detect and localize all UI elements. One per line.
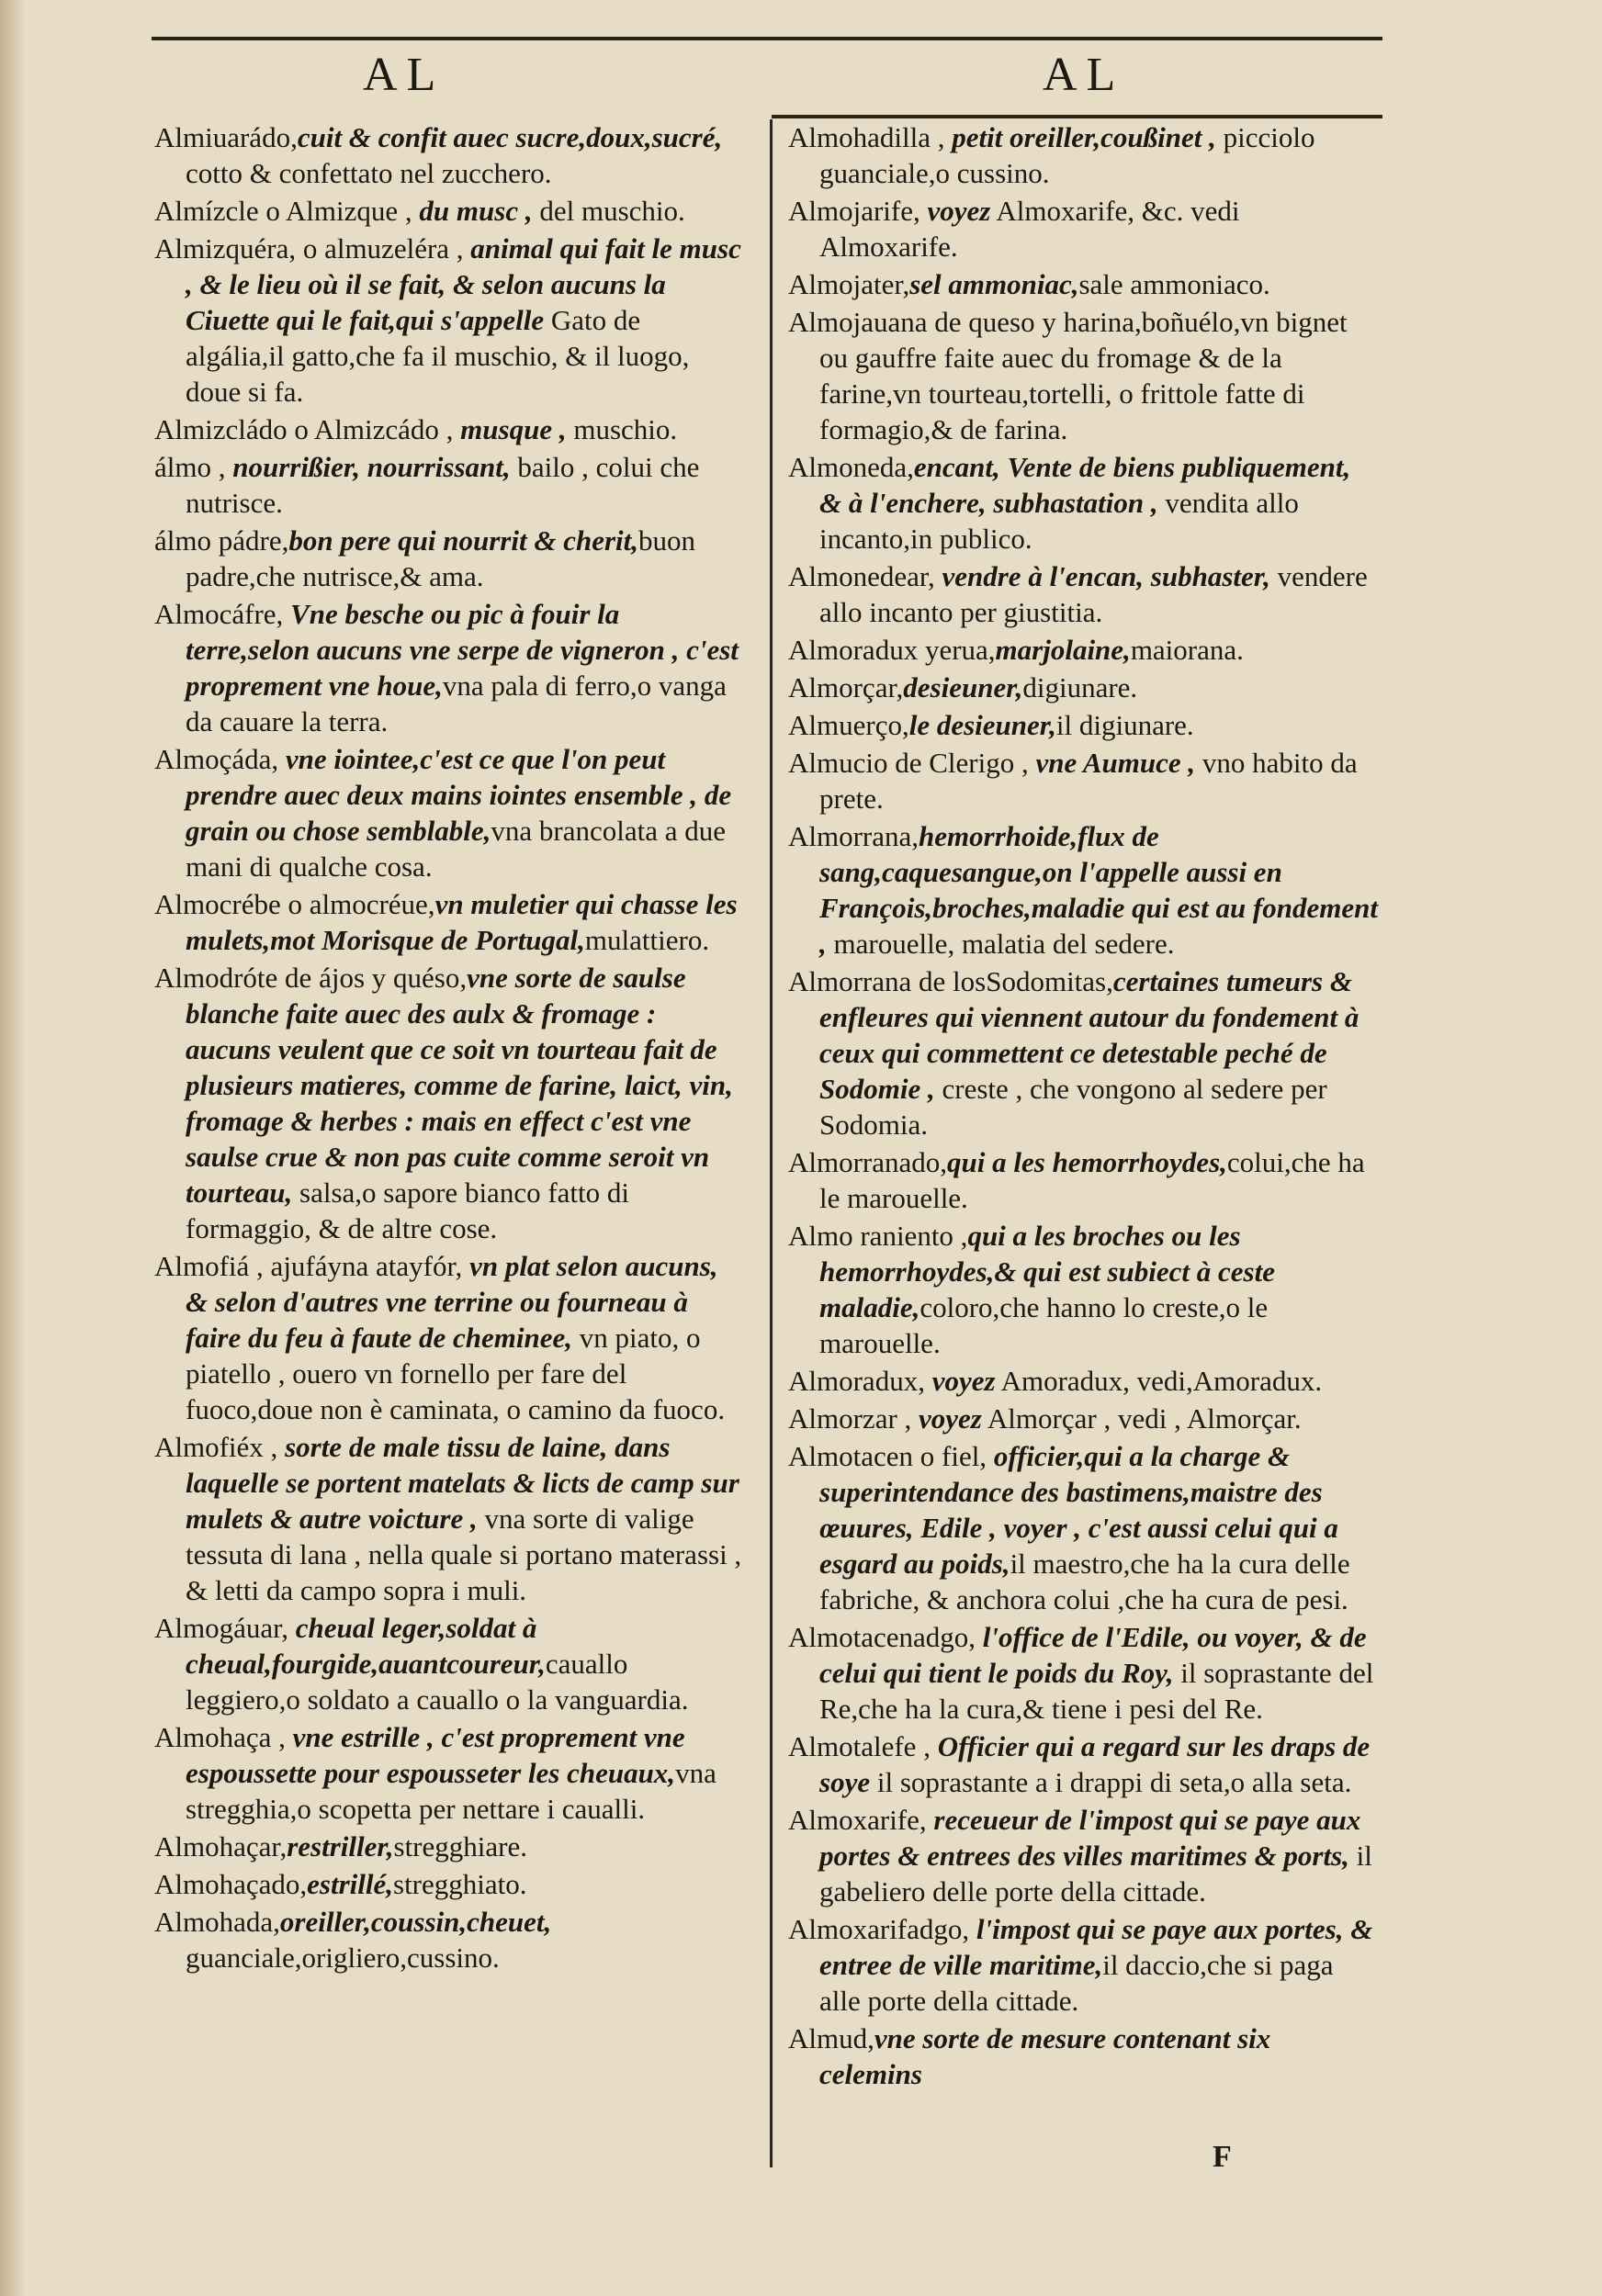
headword: Almoradux, [788, 1365, 925, 1397]
french-gloss: encant, Vente de biens publiquement, & à l'enchere, subhastation , [819, 451, 1351, 519]
french-gloss: l'office de l'Edile, ou voyer, & de celui qui tient le poids du Roy, [819, 1621, 1367, 1689]
headword: Almonedear, [788, 560, 935, 592]
french-gloss: voyez [924, 1365, 996, 1397]
french-gloss: estrillé, [307, 1868, 393, 1900]
right-column [788, 119, 1378, 2094]
french-gloss: certaines tumeurs & enfleures qui viennent autour du fondement à ceux qui commettent ce detestable peché de Sodomie , [819, 965, 1359, 1105]
french-gloss: desieuner, [903, 671, 1023, 703]
french-gloss: receueur de l'impost qui se paye aux portes & entrees des villes maritimes & ports, [819, 1804, 1361, 1872]
italian-gloss: il gabeliero delle porte della cittade. [819, 1840, 1372, 1908]
dictionary-entry [788, 707, 1378, 743]
headword: Almojarife, [788, 195, 920, 227]
headword: álmo pádre, [154, 524, 289, 557]
french-gloss: cuit & confit auec sucre,doux,sucré, [297, 121, 723, 153]
italian-gloss: vn piato, o piatello , ouero vn fornello per fare del fuoco,doue non è caminata, o camino da fuoco. [186, 1322, 726, 1425]
dictionary-entry [788, 1802, 1378, 1909]
french-gloss: vne iointee,c'est ce que l'on peut prendre auec deux mains iointes ensemble , de grain ou chose semblable, [186, 743, 732, 847]
headword: Almofiá , ajufáyna atayfór, [154, 1250, 463, 1282]
italian-gloss: il soprastante a i drappi di seta,o alla seta. [870, 1766, 1352, 1798]
italian-gloss: digiunare. [1022, 671, 1138, 703]
french-gloss: sel ammoniac, [909, 268, 1079, 300]
dictionary-entry [154, 596, 744, 739]
dictionary-entry [154, 449, 744, 521]
headword: Almotalefe , [788, 1730, 931, 1762]
dictionary-entry [154, 886, 744, 958]
italian-gloss: vno habito da prete. [819, 747, 1358, 815]
headword: Almud, [788, 2022, 874, 2054]
french-gloss: nourrißier, nourrissant, [225, 451, 511, 483]
dictionary-entry [788, 119, 1378, 191]
italian-gloss: Amoradux, vedi,Amoradux. [995, 1365, 1323, 1397]
french-gloss: oreiller,coussin,cheuet, [279, 1906, 552, 1938]
italian-gloss: del muschio. [532, 195, 685, 227]
headword: Almohaçar, [154, 1830, 288, 1863]
page-edge-shadow [0, 0, 26, 2296]
dictionary-entry [788, 1401, 1378, 1436]
french-gloss: restriller, [287, 1830, 394, 1863]
italian-gloss: mulattiero. [584, 924, 710, 956]
dictionary-entry [154, 1429, 744, 1608]
headword: Almohada, [154, 1906, 280, 1938]
headword: Almocáfre, [154, 598, 284, 630]
headword: Almocrébe o almocréue, [154, 888, 435, 920]
signature-mark: F [1213, 2140, 1232, 2174]
headword: Almoxarifadgo, [788, 1913, 970, 1945]
dictionary-entry [788, 963, 1378, 1142]
dictionary-entry [154, 193, 744, 229]
french-gloss: du musc , [412, 195, 533, 227]
italian-gloss: marouelle, malatia del sedere. [826, 928, 1175, 960]
french-gloss: vne estrille , c'est proprement vne espoussette pour espousseter les cheuaux, [186, 1721, 685, 1789]
column-divider [770, 119, 773, 2167]
french-gloss: Vne besche ou pic à fouir la terre,selon aucuns vne serpe de vigneron , c'est proprement vne houe, [186, 598, 739, 702]
dictionary-entry [154, 1866, 744, 1902]
french-gloss: le desieuner, [908, 709, 1056, 741]
dictionary-entry [788, 1363, 1378, 1399]
french-gloss: vne sorte de saulse blanche faite auec des aulx & fromage : aucuns veulent que ce soit vn tourteau fait de plusieurs matieres, comme de farine, laict, vin, fromage & herbes : mais en effect c'est vne saulse crue & non pas cuite comme seroit vn tourteau, [186, 962, 733, 1209]
italian-gloss: vna stregghia,o scopetta per nettare i caualli. [186, 1757, 716, 1825]
italian-gloss: cotto & confettato nel zucchero. [186, 157, 552, 189]
dictionary-entry [788, 193, 1378, 264]
french-gloss: qui a les broches ou les hemorrhoydes,& qui est subiect à ceste maladie, [819, 1220, 1275, 1323]
headword: álmo , [154, 451, 226, 483]
headword: Almizcládo o Almizcádo , [154, 413, 454, 445]
dictionary-entry [788, 670, 1378, 705]
headword: Almoneda, [788, 451, 914, 483]
headword: Almorzar , [788, 1402, 912, 1435]
headword: Almofiéx , [154, 1431, 278, 1463]
dictionary-entry [788, 2020, 1378, 2092]
dictionary-entry [154, 1829, 744, 1864]
dictionary-entry [788, 632, 1378, 668]
headword: Almorrana, [788, 820, 919, 852]
headword: Almotacenadgo, [788, 1621, 976, 1653]
dictionary-entry [788, 266, 1378, 302]
italian-gloss: maiorana. [1130, 634, 1244, 666]
french-gloss: officier,qui a la charge & superintendance des bastimens,maistre des œuures, Edile , voyer , c'est aussi celui qui a esgard au poids, [819, 1440, 1338, 1580]
headword: Almucio de Clerigo , [788, 747, 1029, 779]
dictionary-entry [154, 1719, 744, 1827]
dictionary-entry [154, 1248, 744, 1427]
headword: Almodróte de ájos y quéso, [154, 962, 468, 994]
dictionary-entry [154, 960, 744, 1246]
headword: Almizquéra, o almuzeléra , [154, 232, 464, 264]
headword: Almoçáda, [154, 743, 279, 775]
italian-gloss: vendita allo incanto,in publico. [819, 487, 1299, 555]
headword: Almorrana de losSodomitas, [788, 965, 1113, 997]
dictionary-entry [788, 1144, 1378, 1216]
headword: Almuerço, [788, 709, 909, 741]
header-rule [152, 37, 1382, 40]
dictionary-entry [154, 119, 744, 191]
dictionary-entry [154, 1610, 744, 1717]
running-head-right: AL [1043, 49, 1125, 101]
italian-gloss: il soprastante del Re,che ha la cura,& tiene i pesi del Re. [819, 1657, 1374, 1725]
italian-gloss: il daccio,che si paga alle porte della cittade. [819, 1949, 1334, 2017]
italian-gloss: colui,che ha le marouelle. [819, 1146, 1365, 1214]
running-head-left: AL [363, 49, 446, 101]
italian-gloss: vna pala di ferro,o vanga da cauare la terra. [186, 670, 727, 737]
italian-gloss: stregghiare. [393, 1830, 527, 1863]
dictionary-entry [788, 1728, 1378, 1800]
headword: Almojauana de queso y harina, [788, 306, 1142, 338]
dictionary-entry [788, 558, 1378, 630]
italian-gloss: boñuélo,vn bignet ou gauffre faite auec du fromage & de la farine,vn tourteau,tortelli, o frittole fatte di formagio,& de farina. [819, 306, 1348, 445]
french-gloss: vne Aumuce , [1028, 747, 1196, 779]
dictionary-entry [154, 231, 744, 410]
french-gloss: hemorrhoide,flux de sang,caquesangue,on l'appelle aussi en François,broches,maladie qui est au fondement , [819, 820, 1378, 960]
french-gloss: vne sorte de mesure contenant six celemins [819, 2022, 1271, 2090]
dictionary-entry [788, 745, 1378, 816]
french-gloss: voyez [919, 195, 991, 227]
dictionary-entry [154, 523, 744, 594]
headword: Almogáuar, [154, 1612, 288, 1644]
dictionary-entry [788, 304, 1378, 447]
french-gloss: vn plat selon aucuns, & selon d'autres vne terrine ou fourneau à faire du feu à faute de cheminee, [186, 1250, 718, 1354]
italian-gloss: il digiunare. [1055, 709, 1194, 741]
italian-gloss: buon padre,che nutrisce,& ama. [186, 524, 696, 592]
italian-gloss: Gato de algália,il gatto,che fa il muschio, & il luogo, doue si fa. [186, 304, 690, 408]
headword: Almoxarife, [788, 1804, 927, 1836]
french-gloss: bon pere qui nourrit & cherit, [288, 524, 639, 557]
french-gloss: animal qui fait le musc , & le lieu où il se fait, & selon aucuns la Ciuette qui le fait,qui s'appelle [186, 232, 741, 336]
italian-gloss: cauallo leggiero,o soldato a cauallo o la vanguardia. [186, 1648, 689, 1716]
italian-gloss: vna sorte di valige tessuta di lana , nella quale si portano materassi , & letti da campo sopra i muli. [186, 1503, 742, 1606]
headword: Almoradux yerua, [788, 634, 996, 666]
headword: Almiuarádo, [154, 121, 298, 153]
french-gloss: sorte de male tissu de laine, dans laquelle se portent matelats & licts de camp sur mulets & autre voicture , [186, 1431, 739, 1535]
dictionary-entry [788, 449, 1378, 557]
dictionary-entry [788, 1619, 1378, 1727]
italian-gloss: creste , che vongono al sedere per Sodomia. [819, 1073, 1327, 1141]
french-gloss: vn muletier qui chasse les mulets,mot Morisque de Portugal, [186, 888, 738, 956]
italian-gloss: Almoxarife, &c. vedi Almoxarife. [819, 195, 1240, 263]
headword: Almorranado, [788, 1146, 948, 1178]
french-gloss: Officier qui a regard sur les draps de soye [819, 1730, 1371, 1798]
italian-gloss: bailo , colui che nutrisce. [186, 451, 700, 519]
french-gloss: l'impost qui se paye aux portes, & entree de ville maritime, [819, 1913, 1373, 1981]
headword: Almohaçado, [154, 1868, 308, 1900]
french-gloss: vendre à l'encan, subhaster, [934, 560, 1270, 592]
french-gloss: voyez [911, 1402, 982, 1435]
left-column [154, 119, 744, 1977]
italian-gloss: vna brancolata a due mani di qualche cosa. [186, 815, 727, 883]
french-gloss: qui a les hemorrhoydes, [947, 1146, 1227, 1178]
dictionary-entry [788, 1218, 1378, 1361]
italian-gloss: Almorçar , vedi , Almorçar. [981, 1402, 1302, 1435]
italian-gloss: vendere allo incanto per giustitia. [819, 560, 1368, 628]
headword: Almohadilla , [788, 121, 945, 153]
dictionary-entry [788, 1911, 1378, 2019]
italian-gloss: muschio. [566, 413, 678, 445]
french-gloss: petit oreiller,coußinet , [944, 121, 1216, 153]
dictionary-entry [154, 741, 744, 884]
headword: Almo raniento , [788, 1220, 968, 1252]
headword: Almojater, [788, 268, 910, 300]
dictionary-entry [154, 1904, 744, 1975]
italian-gloss: sale ammoniaco. [1078, 268, 1270, 300]
italian-gloss: salsa,o sapore bianco fatto di formaggio, & de altre cose. [186, 1176, 629, 1244]
headword: Almotacen o fiel, [788, 1440, 987, 1472]
french-gloss: cheual leger,soldat à cheual,fourgide,auantcoureur, [186, 1612, 546, 1680]
italian-gloss: stregghiato. [393, 1868, 527, 1900]
dictionary-entry [154, 411, 744, 447]
dictionary-entry [788, 1438, 1378, 1617]
headword: Almízcle o Almizque , [154, 195, 412, 227]
french-gloss: musque , [453, 413, 567, 445]
italian-gloss: guanciale,origliero,cussino. [186, 1941, 500, 1974]
italian-gloss: coloro,che hanno lo creste,o le marouelle. [819, 1291, 1269, 1359]
french-gloss: marjolaine, [995, 634, 1131, 666]
headword: Almorçar, [788, 671, 904, 703]
headword: Almohaça , [154, 1721, 286, 1753]
italian-gloss: il maestro,che ha la cura delle fabriche, & anchora colui ,che ha cura de pesi. [819, 1548, 1350, 1615]
italian-gloss: picciolo guanciale,o cussino. [819, 121, 1315, 189]
right-column-rule [772, 115, 1382, 118]
dictionary-entry [788, 818, 1378, 962]
